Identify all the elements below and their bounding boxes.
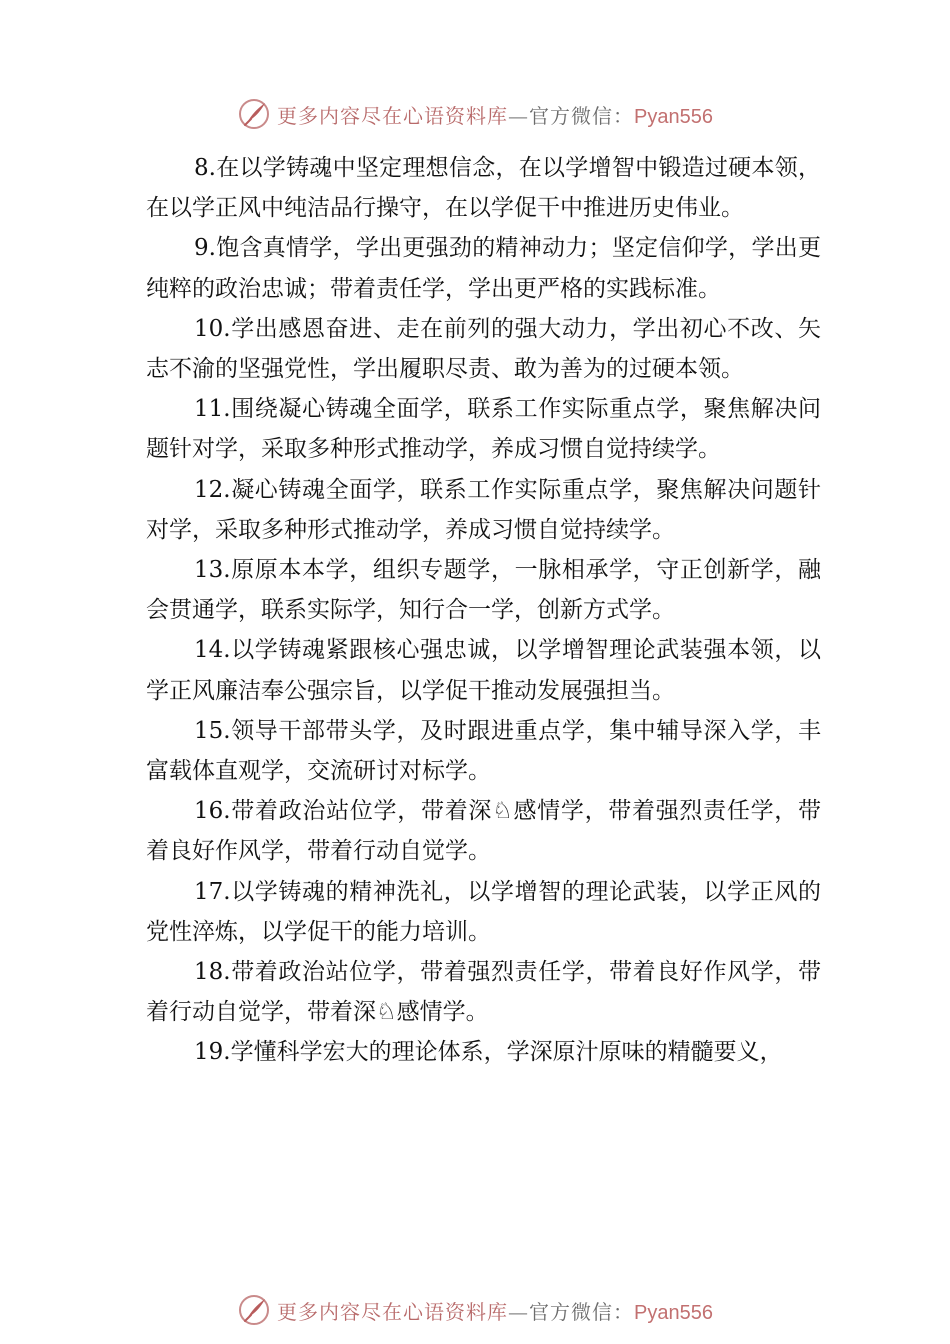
quill-logo-icon bbox=[237, 97, 271, 131]
footer-prefix: 更多内容尽在心语资料库 bbox=[277, 1299, 509, 1324]
header-prefix: 更多内容尽在心语资料库 bbox=[277, 103, 509, 128]
list-item: 15.领导干部带头学，及时跟进重点学，集中辅导深入学，丰富载体直观学，交流研讨对标学。 bbox=[146, 717, 821, 785]
list-item: 9.饱含真情学，学出更强劲的精神动力；坚定信仰学，学出更纯粹的政治忠诚；带着责任学，学出更严格的实践标准。 bbox=[146, 235, 821, 302]
footer-handle: Pyan556 bbox=[634, 1301, 713, 1324]
header-handle: Pyan556 bbox=[634, 105, 713, 128]
footer-separator: — bbox=[508, 1299, 530, 1324]
quill-logo-icon bbox=[237, 1293, 271, 1327]
list-item: 8.在以学铸魂中坚定理想信念，在以学增智中锻造过硬本领，在以学正风中纯洁品行操守，在以学促干中推进历史伟业。 bbox=[146, 155, 821, 222]
list-item: 19.学懂科学宏大的理论体系，学深原汁原味的精髓要义， bbox=[194, 1039, 783, 1066]
header-separator: — bbox=[508, 103, 530, 128]
header-watermark bbox=[0, 94, 950, 134]
footer-label: 官方微信： bbox=[529, 1299, 635, 1324]
document-body bbox=[146, 148, 821, 1073]
list-item: 11.围绕凝心铸魂全面学，联系工作实际重点学，聚焦解决问题针对学，采取多种形式推动学，养成习惯自觉持续学。 bbox=[146, 396, 821, 463]
list-item: 13.原原本本学，组织专题学，一脉相承学，守正创新学，融会贯通学，联系实际学，知行合一学，创新方式学。 bbox=[146, 557, 821, 624]
footer-watermark bbox=[0, 1290, 950, 1330]
list-item: 10.学出感恩奋进、走在前列的强大动力，学出初心不改、矢志不渝的坚强党性，学出履职尽责、敢为善为的过硬本领。 bbox=[146, 315, 821, 383]
list-item: 18.带着政治站位学，带着强烈责任学，带着良好作风学，带着行动自觉学，带着深♘感情学。 bbox=[146, 959, 821, 1026]
list-item: 12.凝心铸魂全面学，联系工作实际重点学，聚焦解决问题针对学，采取多种形式推动学，养成习惯自觉持续学。 bbox=[146, 476, 821, 543]
list-item: 14.以学铸魂紧跟核心强忠诚，以学增智理论武装强本领，以学正风廉洁奉公强宗旨，以学促干推动发展强担当。 bbox=[146, 637, 821, 704]
header-label: 官方微信： bbox=[529, 103, 635, 128]
list-item: 16.带着政治站位学，带着深♘感情学，带着强烈责任学，带着良好作风学，带着行动自觉学。 bbox=[146, 798, 821, 865]
list-item: 17.以学铸魂的精神洗礼，以学增智的理论武装，以学正风的党性淬炼，以学促干的能力培训。 bbox=[146, 878, 821, 945]
